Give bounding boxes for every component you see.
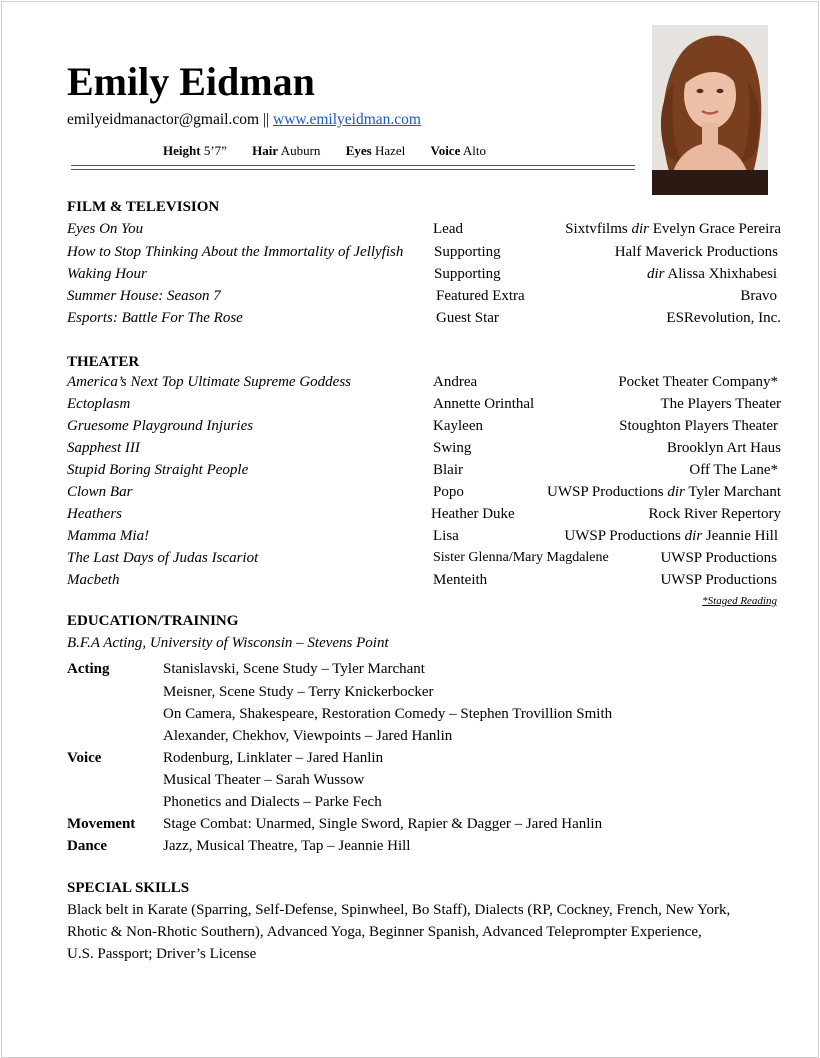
hair-value: Auburn [280,143,321,158]
theater-row [67,503,781,525]
contact-separator: || [259,111,274,128]
theater-role: Heather Duke [431,506,515,522]
film-row [67,241,781,263]
theater-title: Clown Bar [67,484,133,500]
film-title: Waking Hour [67,266,147,282]
film-role: Supporting [434,244,501,260]
film-role: Lead [433,221,463,237]
theater-title: Macbeth [67,572,120,588]
email-text: emilyeidmanactor@gmail.com [67,111,260,128]
film-row [67,218,781,240]
film-title: Eyes On You [67,221,144,237]
theater-role: Sister Glenna/Mary Magdalene [433,550,609,565]
theater-row [67,569,781,591]
theater-row [67,459,781,481]
header-rule-bottom [71,169,635,170]
theater-row [67,525,781,547]
film-row [67,263,781,285]
film-company: Sixtvfilms dir Evelyn Grace Pereira [565,221,781,237]
theater-company: The Players Theater [660,396,781,412]
theater-title: Mamma Mia! [67,528,150,544]
skills-line: Rhotic & Non-Rhotic Southern), Advanced Yoga, Beginner Spanish, Advanced Teleprompter Experience, [67,924,702,940]
eyes-label: Eyes [345,143,372,158]
film-role: Guest Star [436,310,499,326]
film-title: How to Stop Thinking About the Immortality of Jellyfish [67,244,404,260]
theater-role: Popo [433,484,464,500]
theater-row [67,437,781,459]
theater-row [67,393,781,415]
theater-company: UWSP Productions dir Tyler Marchant [547,484,781,500]
theater-company: Off The Lane* [689,462,778,478]
website-link[interactable]: www.emilyeidman.com [273,111,421,128]
theater-row [67,371,781,393]
theater-company: Brooklyn Art Haus [666,440,781,456]
film-role: Supporting [434,266,501,282]
skills-line: Black belt in Karate (Sparring, Self-Defense, Spinwheel, Bo Staff), Dialects (RP, Cockney, French, New York, [67,902,731,918]
theater-heading: THEATER [67,354,140,370]
actor-name: Emily Eidman [67,59,315,104]
height-value: 5’7” [203,143,227,158]
theater-title: Stupid Boring Straight People [67,462,249,478]
height-label: Height [163,143,201,158]
film-company: ESRevolution, Inc. [666,310,781,326]
theater-title: Sapphest III [67,440,140,456]
skills-heading: SPECIAL SKILLS [67,880,190,896]
theater-role: Kayleen [433,418,483,434]
theater-row [67,547,781,569]
skills-text [67,899,767,965]
theater-company: UWSP Productions [660,550,777,566]
hair-label: Hair [252,143,279,158]
theater-row [67,415,781,437]
contact-line [67,110,421,130]
film-role: Featured Extra [436,288,525,304]
theater-title: Heathers [67,506,122,522]
film-company: Bravo [740,288,777,304]
theater-role: Blair [433,462,463,478]
header-rule-top [71,165,635,166]
theater-company: UWSP Productions [660,572,777,588]
film-row [67,307,781,329]
theater-role: Andrea [433,374,478,390]
theater-company: Stoughton Players Theater [619,418,778,434]
theater-row [67,481,781,503]
film-row [67,285,781,307]
theater-role: Menteith [433,572,488,588]
eyes-value: Hazel [374,143,406,158]
theater-company: UWSP Productions dir Jeannie Hill [564,528,778,544]
theater-title: America’s Next Top Ultimate Supreme Goddess [67,374,352,390]
film-heading: FILM & TELEVISION [67,199,220,215]
staged-reading-note: *Staged Reading [702,595,777,607]
theater-role: Swing [433,440,472,456]
degree-line: B.F.A Acting, University of Wisconsin – Stevens Point [67,635,389,651]
voice-label: Voice [430,143,461,158]
skills-line: U.S. Passport; Driver’s License [67,946,257,962]
theater-company: Rock River Repertory [648,506,781,522]
voice-value: Alto [462,143,487,158]
theater-title: Ectoplasm [67,396,131,412]
headshot-image [652,25,768,195]
theater-title: The Last Days of Judas Iscariot [67,550,259,566]
theater-title: Gruesome Playground Injuries [67,418,254,434]
education-heading: EDUCATION/TRAINING [67,613,239,629]
theater-role: Annette Orinthal [433,396,535,412]
headshot-photo [652,25,768,195]
film-company: dir Alissa Xhixhabesi [646,266,777,282]
film-company: Half Maverick Productions [614,244,778,260]
physical-stats [163,142,486,160]
film-title: Esports: Battle For The Rose [67,310,243,326]
film-title: Summer House: Season 7 [67,288,221,304]
theater-role: Lisa [433,528,459,544]
theater-company: Pocket Theater Company* [618,374,778,390]
